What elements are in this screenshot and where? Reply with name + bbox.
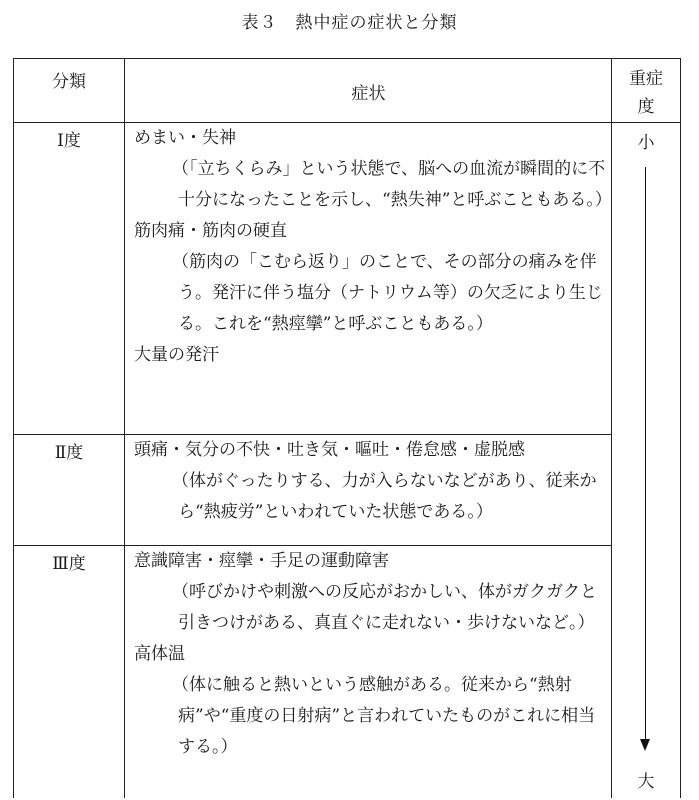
symptoms-grade-1 [134,123,610,371]
symptom-description: （「立ちくらみ」という状態で、脳への血流が瞬間的に不十分になったことを示し、“熱失神”と呼ぶこともある。） [172,159,612,210]
heatstroke-classification-table [13,58,681,798]
symptom-description: （体に触ると熱いという感触がある。従来から“熱射病”や“重度の日射病”と言われていたものがこれに相当する。） [172,675,596,757]
severity-arrow-shaft [645,167,646,741]
symptom-description: （体がぐったりする、力が入らないなどがあり、従来から“熱疲労”といわれていた状態である。） [172,471,597,522]
column-divider-severity [611,59,612,798]
symptom-heading: めまい・失神 [134,128,236,148]
symptom-heading: 頭痛・気分の不快・吐き気・嘔吐・倦怠感・虚脱感 [134,440,525,460]
severity-low-label: 小 [637,133,655,153]
symptom-heading: 意識障害・痙攣・手足の運動障害 [134,551,389,571]
symptom-heading: 高体温 [134,644,185,664]
header-severity-line1: 重症 [629,69,663,89]
symptom-description: （筋肉の「こむら返り」のことで、その部分の痛みを伴う。発汗に伴う塩分（ナトリウム等）の欠乏により生じる。これを“熱痙攣”と呼ぶこともある。） [172,252,603,334]
symptoms-grade-3 [134,546,610,763]
symptom-heading: 筋肉痛・筋肉の硬直 [134,221,287,241]
symptom-description: （呼びかけや刺激への反応がおかしい、体がガクガクと引きつけがある、真直ぐに走れない・歩けないなど。） [172,582,597,633]
header-category: 分類 [52,72,86,92]
severity-arrow-down-icon [640,739,650,751]
header-symptoms: 症状 [351,84,386,104]
severity-high-label: 大 [637,772,655,792]
table-title: 表３ 熱中症の症状と分類 [241,13,458,33]
symptoms-grade-2 [134,435,610,528]
symptom-heading: 大量の発汗 [134,345,219,365]
category-grade-3: Ⅲ度 [52,554,86,574]
column-divider-category [124,59,125,798]
category-grade-2: Ⅱ度 [54,443,84,463]
category-grade-1: Ⅰ度 [57,131,81,151]
header-severity-line2: 度 [637,97,655,117]
header-severity [612,65,680,121]
